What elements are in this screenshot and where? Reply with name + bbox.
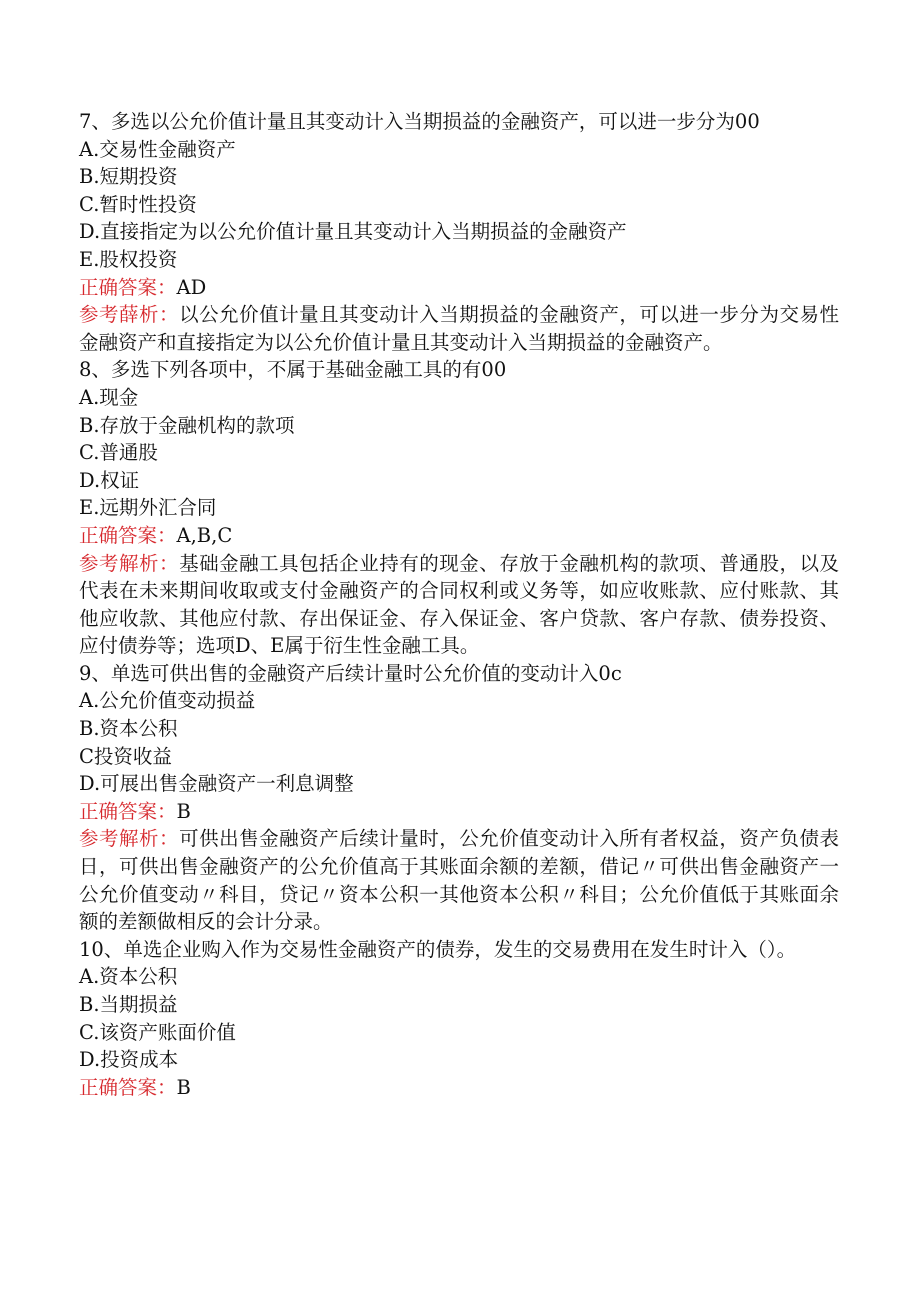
- option-d: D.直接指定为以公允价值计量且其变动计入当期损益的金融资产: [79, 220, 627, 244]
- option-b: B.资本公积: [79, 717, 178, 741]
- answer-label: 正确答案：: [79, 1075, 177, 1099]
- option-d: D.可展出售金融资产一利息调整: [79, 772, 354, 796]
- explanation-text: 以公允价值计量且其变动计入当期损益的金融资产，可以进一步分为交易性金融资产和直接指定为以公允价值计量且其变动计入当期损益的金融资产。: [79, 303, 839, 354]
- explanation-text: 基础金融工具包括企业持有的现金、存放于金融机构的款项、普通股，以及代表在未来期间收取或支付金融资产的合同权利或义务等，如应收账款、应付账款、其他应收款、其他应付款、存出保证金、存入保证金、客户贷款、客户存款、债券投资、应付债券等；选项D、E属于衍生性金融工具。: [79, 551, 839, 658]
- option-b: B.当期损益: [79, 993, 178, 1016]
- explanation-label: 参考薛析：: [79, 303, 180, 327]
- option-c: C投资收益: [79, 744, 172, 768]
- explanation: [79, 301, 839, 356]
- option-c: C.暂时性投资: [79, 192, 197, 216]
- question-stem: 8、多选下列各项中，不属于基础金融工具的有00: [79, 358, 507, 382]
- question-stem: 10、单选企业购入作为交易性金融资产的债券，发生的交易费用在发生时计入（）。: [79, 937, 797, 961]
- explanation-text: 可供出售金融资产后续计量时，公允价值变动计入所有者权益，资产负债表日，可供出售金融资产的公允价值高于其账面余额的差额，借记〃可供出售金融资产一公允价值变动〃科目，贷记〃资本公积一其他资本公积〃科目；公允价值低于其账面余额的差额做相反的会计分录。: [79, 827, 839, 934]
- explanation: [79, 550, 839, 660]
- answer-value: A,B,C: [176, 523, 233, 547]
- answer-label: 正确答案：: [79, 275, 177, 299]
- explanation: [79, 825, 839, 935]
- question-stem: 7、多选以公允价值计量且其变动计入当期损益的金融资产，可以进一步分为00: [79, 110, 760, 133]
- answer-line: [79, 1074, 839, 1102]
- answer-label: 正确答案：: [79, 523, 177, 547]
- option-a: A.现金: [79, 385, 139, 409]
- question-7: [79, 108, 839, 356]
- question-8: [79, 356, 839, 660]
- answer-label: 正确答案：: [79, 799, 177, 823]
- option-a: A.公允价值变动损益: [79, 689, 256, 713]
- option-c: C.该资产账面价值: [79, 1020, 236, 1044]
- answer-value: B: [176, 799, 191, 823]
- explanation-label: 参考解析：: [79, 551, 180, 575]
- answer-value: AD: [176, 275, 207, 299]
- option-d: D.权证: [79, 468, 140, 492]
- explanation-label: 参考解析：: [79, 827, 180, 851]
- option-a: A.资本公积: [79, 965, 178, 989]
- option-e: E.远期外汇合同: [79, 496, 217, 520]
- answer-line: [79, 274, 839, 302]
- question-stem: 9、单选可供出售的金融资产后续计量时公允价值的变动计入0c: [79, 661, 622, 685]
- question-9: [79, 660, 839, 936]
- answer-line: [79, 798, 839, 826]
- question-10: [79, 936, 839, 1102]
- option-b: B.短期投资: [79, 165, 178, 189]
- option-a: A.交易性金融资产: [79, 137, 236, 161]
- option-c: C.普通股: [79, 441, 158, 465]
- answer-value: B: [176, 1075, 191, 1099]
- option-b: B.存放于金融机构的款项: [79, 413, 295, 437]
- answer-line: [79, 522, 839, 550]
- option-e: E.股权投资: [79, 247, 178, 271]
- option-d: D.投资成本: [79, 1048, 179, 1072]
- document-page: [79, 108, 839, 1101]
